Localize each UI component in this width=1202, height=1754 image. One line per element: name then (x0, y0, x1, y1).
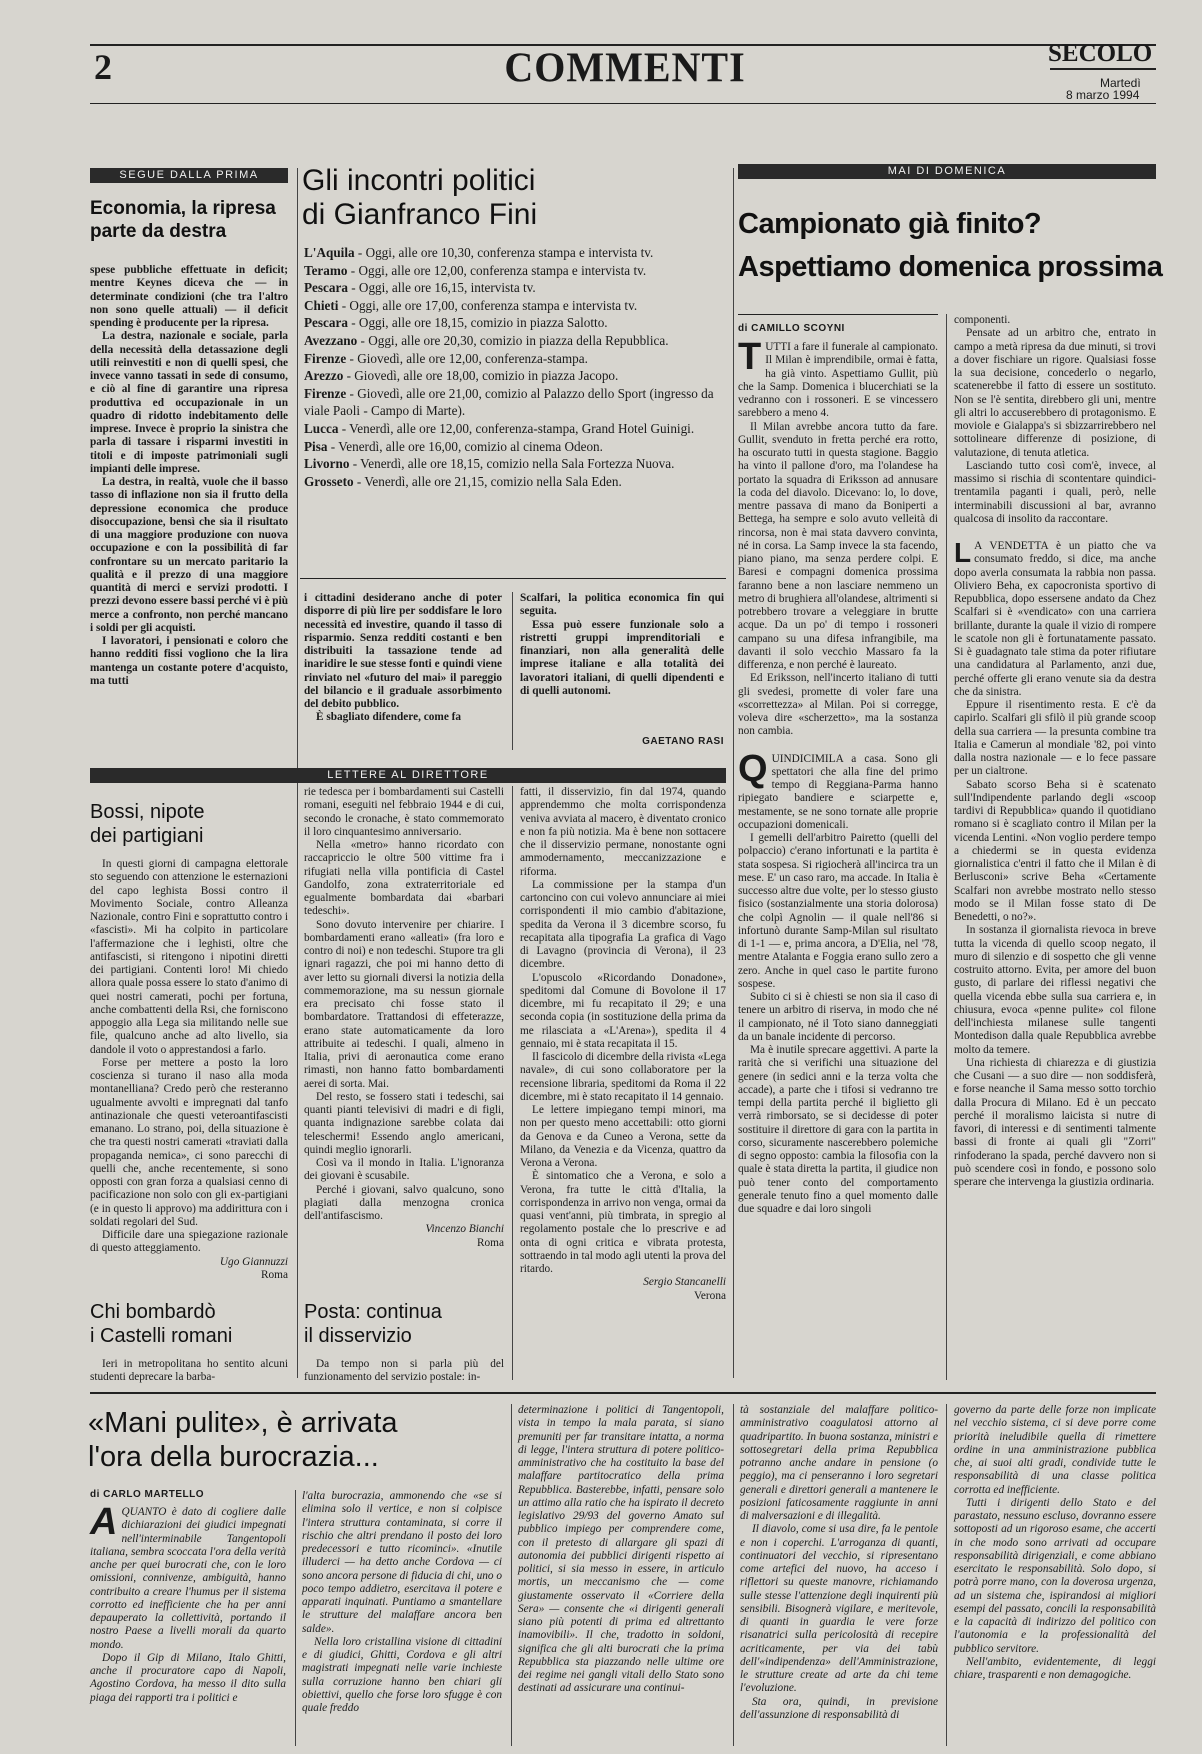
schedule-entry (304, 455, 724, 473)
castelli-title-line-2: i Castelli romani (90, 1325, 233, 1347)
schedule-city: L'Aquila (304, 245, 355, 260)
mani-pulite-byline: di CARLO MARTELLO (90, 1489, 205, 1500)
campionato-paragraph-14: In sostanza il giornalista rievoca in breve tutta la vicenda di quello scoop negato, il muro di silenzio e di sospetto che gli venne costruito attorno. Evita, per amore del buon gusto, di parlare dei riflessi negativi che quella vicenda ebbe sulla sua carriera e, in chiusura, evoca «penne pulite» col filone dell'inchiesta milanese sulle tangenti Montedison dalla quale Repubblica avrebbe molto da temere. (954, 924, 1156, 1056)
campionato-title-line-2: Aspettiamo domenica prossima (738, 251, 1163, 283)
castelli-letter-start (90, 1358, 288, 1386)
schedule-city: Arezzo (304, 368, 344, 384)
schedule-city: Teramo (304, 262, 348, 278)
schedule-city: Lucca (304, 420, 339, 436)
lettere-kicker: LETTERE AL DIRETTORE (90, 768, 726, 783)
schedule-details: - Oggi, alle ore 20,30, comizio in piazza della Repubblica. (357, 332, 669, 348)
column-divider (733, 168, 734, 1378)
fini-title-line-1: Gli incontri politici (302, 164, 536, 197)
castelli-paragraph-4: Sono dovuto intervenire per chiarire. I bombardamenti erano «alleati» (fra loro e contro di noi) e non tedeschi. Stupore tra gli ignari ragazzi, che poi mi hanno detto di aver letto su giornali diversi la notizia della commemorazione, ma su nessun giornale era precisato chi fosse stato il bombardatore. Trattandosi di effeterazze, erano state automaticamente da loro attribuite ai tedeschi. I quali, almeno in Italia, privi di aeronautica come erano rimasti, non hanno fatto bombardamenti aerei di sorta. Mai. (304, 918, 504, 1090)
campionato-paragraph-1: UTTI a fare il funerale al campionato. Il Milan è imprendibile, ormai è fatta, ha già vinto. Aspettiamo Gullit, più che la Samp. Domenica i blucerchiati se la vedranno con i rossoneri. E se vincessero sarebbero a meno 4. (738, 341, 938, 420)
schedule-entry (304, 314, 724, 332)
mani-pulite-paragraph-1: QUANTO è dato di cogliere dalle dichiarazioni dei giudici impegnati nell'interminabile Tangentopoli italiana, sembra scoccata l'ora della verità anche per quei burocrati che, con le loro omissioni, connivenze, ambiguità, hanno contribuito a creare l'humus per il sistema corrotto ed inefficiente che ha per anni depauperato la collettività, portando il nostro Paese a livelli morali da quarto mondo. (90, 1506, 286, 1651)
campionato-paragraph-12: Eppure il risentimento resta. E c'è da capirlo. Scalfari gli sfilò il più grande scoop della sua carriera — la presunta combine tra Italia e Camerun al mondiale '82, poi vinto dalla nostra nazionale — e lo fece passare per un cialtrone. (954, 699, 1156, 778)
economia-signature: GAETANO RASI (642, 736, 724, 747)
schedule-entry (304, 279, 724, 297)
campionato-column-1 (738, 336, 938, 1379)
economia-column-3 (520, 592, 724, 722)
section-title: COMMENTI (504, 43, 746, 92)
mani-pulite-title-line-2: l'ora della burocrazia... (88, 1441, 379, 1473)
economia-column-1 (90, 264, 288, 750)
campionato-byline: di CAMILLO SCOYNI (738, 323, 845, 334)
paper-logo: SECOLO (1048, 40, 1153, 67)
castelli-paragraph-5: Del resto, se fossero stati i tedeschi, sai quanti pianti televisivi di madri e di figli, quanta indignazione sarebbe colata dai teleschermi! Essendo anglo americani, quindi meglio ignorarli. (304, 1090, 504, 1156)
castelli-paragraph-3: Nella «metro» hanno ricordato con raccapriccio le oltre 500 vittime fra i rifugiati nella villa pontificia di Castel Gandolfo, zona extraterritoriale ed egualmente bombardata dai «barbari tedeschi». (304, 839, 504, 918)
castelli-paragraph-6: Così va il mondo in Italia. L'ignoranza dei giovani è scusabile. (304, 1157, 504, 1183)
column-divider (512, 592, 513, 750)
column-divider (733, 1404, 734, 1746)
schedule-entry (304, 385, 724, 420)
schedule-entry (304, 297, 724, 315)
economia-paragraph-6: È sbagliato difendere, come fa (316, 711, 462, 724)
castelli-signature-city: Roma (477, 1236, 504, 1249)
bottom-section-rule (90, 1392, 1156, 1394)
bossi-signature-city: Roma (261, 1268, 288, 1281)
mani-pulite-paragraph-11: Nell'ambito, evidentemente, di leggi chiare, trasparenti e non demagogiche. (954, 1655, 1156, 1681)
schedule-city: Avezzano (304, 332, 358, 348)
bossi-paragraph-1: In questi giorni di campagna elettorale sto seguendo con attenzione le esternazioni del capo leghista Bossi contro il Movimento Sociale, contro Alleanza Nazionale, contro Fini e soprattutto contro i «fascisti». Mi ha colpito in particolare l'affermazione che i leghisti, oltre che antifascisti, si ritengono i nipotini diretti dei partigiani. Contenti loro! Mi chiedo allora quale possa essere lo stato d'animo di quei nostri camerati, pochi per fortuna, anche combattenti della Rsi, che forniscono appoggio alla Lega sia militando nelle sue file, qualcuno anche ad alto livello, sia dandole il voto o apprestandosi a farlo. (90, 858, 288, 1056)
mani-pulite-paragraph-5: determinazione i politici di Tangentopoli, vista in tempo la mala parata, si siano premuniti per far transitare intatta, a norma di legge, l'intera struttura di potere politico-amministrativo che ha costituito la base del malaffare partitocratico della prima Repubblica. Basterebbe, infatti, pensare solo un attimo alla ratio che ha ispirato il decreto legislativo 29/93 del governo Amato sul pubblico impiego per comprendere come, con il pretesto di allargare gli spazi di autonomia dei pubblici dirigenti rispetto ai politici, si sia messo in essere, in articulo mortis, un meccanismo che — come giustamente osservato il «Corriere della Sera» — consente che «i dirigenti generali siano più potenti di prima ed altrettanto inamovibili». Il che, tradotto in soldoni, significa che gli alti burocrati che la prima Repubblica sta piazzando nelle ultime ore dei regime nei gangli vitali dello Stato sono destinati ad assicurare una continui- (518, 1404, 724, 1695)
schedule-city: Grosseto (304, 473, 354, 489)
schedule-entry (304, 420, 724, 438)
schedule-entry (304, 332, 724, 350)
castelli-title-line-1: Chi bombardò (90, 1301, 216, 1323)
campionato-column-2 (954, 314, 1156, 1380)
castelli-paragraph-1: Ieri in metropolitana ho sentito alcuni studenti deprecare la barba- (90, 1358, 288, 1384)
campionato-kicker: MAI DI DOMENICA (738, 164, 1156, 179)
fini-title-line-2: di Gianfranco Fini (302, 198, 538, 231)
bossi-signature-name: Ugo Giannuzzi (219, 1255, 288, 1268)
mani-pulite-column-5 (954, 1404, 1156, 1746)
economia-paragraph-2: La destra, nazionale e sociale, parla della necessità della detassazione degli utili reinvestiti e non di quelli spesi, che invece vanno tassati in sede di consumo, e ciò al fine di garantire una ripresa produttiva ed occupazionale in un quadro di ridotto indebitamento delle imprese. Invece è proprio la sinistra che parla di tassare i risparmi investiti in titoli e di imposte patrimoniali sugli impianti delle imprese. (90, 330, 288, 475)
bossi-title-line-2: dei partigiani (90, 825, 204, 847)
posta-letter-column (520, 786, 726, 1386)
economia-paragraph-1: spese pubbliche effettuate in deficit; mentre Keynes diceva che — in determinate condizioni (che tra l'altro non sono quelle attuali) — il deficit spending è producente per la ripresa. (90, 264, 288, 329)
economia-paragraph-8: Essa può essere funzionale solo a ristretti gruppi imprenditoriali e finanziari, non alla generalità delle imprese italiane e alla totalità dei lavoratori italiani, di quelli dipendenti e di quelli autonomi. (520, 618, 724, 697)
bossi-paragraph-3: Difficile dare una spiegazione razionale di questo atteggiamento. (90, 1229, 288, 1255)
posta-title-line-1: Posta: continua (304, 1301, 442, 1323)
schedule-city: Firenze (304, 385, 347, 401)
bossi-title-line-1: Bossi, nipote (90, 801, 205, 823)
castelli-signature-name: Vincenzo Bianchi (425, 1223, 504, 1236)
schedule-details: - Giovedì, alle ore 21,00, comizio al Palazzo dello Sport (ingresso da viale Paoli - Campo di Marte). (304, 385, 714, 419)
mani-pulite-paragraph-7: Il diavolo, come si usa dire, fa le pentole e non i coperchi. L'arroganza di quanti, continuatori del vecchio, si ripresentano come artefici del nuovo, ha acceso i riflettori su queste manovre, richiamando sulle stesse l'attenzione degli inquirenti più sensibili. Bisognerà vigilare, e meritevole, di quanti in guardia le vere forze risanatrici sulla pericolosità di recepire acriticamente, per via dei tabù dell'«indipendenza» dell'Amministrazione, le strutture create ad arte da chi teme l'evoluzione. (740, 1523, 938, 1695)
mani-pulite-paragraph-8: Sta ora, quindi, in previsione dell'assunzione di responsabilità di (740, 1695, 938, 1721)
posta-paragraph-5: Il fascicolo di dicembre della rivista «Lega navale», di cui sono collaboratore per la recensione libraria, speditomi da Roma il 22 dicembre, mi è stato recapitato il 14 gennaio. (520, 1051, 726, 1103)
schedule-entry (304, 367, 724, 385)
economia-title: Economia, la ripresa parte da destra (90, 198, 276, 242)
posta-letter-start (304, 1358, 504, 1386)
drop-cap: Q (738, 747, 768, 790)
schedule-details: - Venerdì, alle ore 21,15, comizio nella Sala Eden. (353, 473, 622, 489)
campionato-paragraph-9: Pensate ad un arbitro che, entrato in campo a metà ripresa da due minuti, si trovi a dover fischiare un rigore. Qualsiasi fosse la sua decisione, concederlo o negarlo, scatenerebbe il fatto di essere un sostituto. Non se l'è sentita, direbbero gli uni, mentre gli altri lo accuserebbero di protagonismo. E moviole e Gialappa's si sbizzarrirebbero nel sottolineare differenze di posizione, di valutazione, di tenuta atletica. (954, 327, 1156, 459)
schedule-details: - Venerdì, alle ore 16,00, comizio al cinema Odeon. (327, 438, 603, 454)
posta-paragraph-7: È sintomatico che a Verona, e solo a Verona, fra tutte le città d'Italia, la corrispondenza in arrivo non venga, ormai da quasi vent'anni, più timbrata, in spregio al regolamento postale che lo prescrive e ad onta di ogni critica e vibrata protesta, sottraendo in tal modo agli utenti la prova del ritardo. (520, 1170, 726, 1275)
schedule-details: - Oggi, alle ore 10,30, conferenza stampa e intervista tv. (354, 245, 654, 260)
masthead-day: Martedì (1100, 76, 1141, 90)
campionato-paragraph-2: Il Milan avrebbe ancora tutto da fare. Gullit, svenduto in fretta perché era rotto, ha oscurato tutti in questa stagione. Baggio ha vinto il pallone d'oro, ma l'olandese ha portato la squadra di Eriksson ad annusare la coda del diavolo. Dicevano: lo, lo dove, mentre passava di mano da Boniperti a Bettega, ha sempre e solo avuto velleità di rincorsa, non è mai stata davvero convinta, né in corsa. La Samp invece la sta facendo, piano piano, ma senza perdere colpi. E Baresi e compagni domenica prossima faranno bene a non lasciare nemmeno un metro di brughiera all'olandese, altrimenti si potrebbero trovare a veleggiare in brutte acque. Da un po' di tempo i rossoneri campano su una difesa infrangibile, ma davanti il solo vecchio Massaro fa la differenza, e non perché è laureato. (738, 420, 938, 671)
column-divider (295, 1490, 296, 1746)
mani-pulite-title-line-1: «Mani pulite», è arrivata (88, 1407, 398, 1439)
campionato-title-rule (738, 314, 938, 315)
schedule-entry (304, 350, 724, 368)
posta-title-line-2: il disservizio (304, 1325, 412, 1347)
bossi-letter-column (90, 858, 288, 1281)
column-divider (512, 786, 513, 1380)
schedule-city: Pisa (304, 438, 328, 454)
mani-pulite-column-3 (518, 1404, 724, 1746)
economia-paragraph-5: i cittadini desiderano anche di poter disporre di più lire per soddisfare le loro necessità ed investire, quando il tasso di risparmio. Senza redditi costanti e ben distribuiti la tassazione tende ad inaridire le sue stesse fonti e quindi viene rinviato nel «futuro del mai» il pareggio del bilancio e il graduale assorbimento del debito pubblico. (304, 592, 502, 710)
campionato-paragraph-10: Lasciando tutto così com'è, invece, al massimo si rischia di scontentare quindici-trentamila paganti i quali, però, nelle interminabili discussioni al bar, avranno qualcosa di insolito da raccontare. (954, 459, 1156, 525)
economia-kicker: SEGUE DALLA PRIMA (90, 168, 288, 183)
schedule-entry (304, 438, 724, 456)
mani-pulite-column-2 (302, 1490, 502, 1746)
schedule-details: - Oggi, alle ore 16,15, intervista tv. (347, 280, 536, 296)
castelli-paragraph-2: rie tedesca per i bombardamenti sui Castelli romani, eseguiti nel febbraio 1944 e di cui, secondo le cronache, è stato commemorato il loro cinquantesimo anniversario. (304, 786, 504, 838)
mani-pulite-column-1 (90, 1501, 286, 1746)
campionato-paragraph-3: Ed Eriksson, nell'incerto italiano di tutti gli svedesi, promette di voler fare una «scorrettezza» al Milan. Poi si corregge, voleva dire «scherzetto», ma la sostanza non cambia. (738, 672, 938, 738)
drop-cap: L (954, 537, 972, 568)
drop-cap: T (738, 336, 762, 378)
schedule-details: - Giovedì, alle ore 12,00, conferenza-stampa. (346, 350, 588, 366)
schedule-entry (304, 244, 724, 262)
campionato-title-line-1: Campionato già finito? (738, 208, 1042, 240)
schedule-details: - Oggi, alle ore 17,00, conferenza stampa e intervista tv. (338, 297, 638, 313)
bossi-paragraph-2: Forse per mettere a posto la loro coscienza si turano il naso alla moda montanelliana? Credo però che resteranno ugualmente avvolti e impregnati dal tanfo antinazionale che questi veteroantifascisti emanano. Lo strano, poi, della situazione è che tra questi nostri camerati «traviati dalla propaganda nemica», ci sono parecchi di quelli che, anche recentemente, si sono opposti con gran forza a qualsiasi cenno di pacificazione non solo con gli ex-partigiani (e in questo li approvo) ma addirittura con i soldati regolari del Sud. (90, 1056, 288, 1228)
posta-signature-name: Sergio Stancanelli (643, 1276, 726, 1289)
column-divider (511, 1404, 512, 1746)
mani-pulite-paragraph-2: Dopo il Gip di Milano, Italo Ghitti, anche il procuratore capo di Napoli, Agostino Cordova, ha messo il dito sulla piaga dei rapporti tra i politici e (90, 1651, 286, 1704)
campionato-paragraph-13: Sabato scorso Beha si è scatenato sull'Indipendente parlando degli «scoop tardivi di Repubblica» quando il quotidiano romano si è scagliato contro il Milan per la vicenda Lentini. «Non voglio perdere tempo a chiedermi se in questa evidenza giornalistica c'entri il fatto che il Milan è di Berlusconi» scrive Beha «Certamente Scalfari non avrebbe mostrato nello stesso modo se il Milan fosse stato di De Benedetti, o no?». (954, 778, 1156, 923)
fini-box-rule (300, 578, 726, 579)
campionato-paragraph-5: I gemelli dell'arbitro Pairetto (quelli del polpaccio) c'erano infortunati e la partita è stata sospesa. Si rigiocherà all'incirca tra un mese. E' un caso raro, ma accade. In Italia è successo altre due volte, per lo stesso giusto fisico (sostanzialmente una storia dolorosa) che colpì Agnolin — il quale nell'86 si infortunò durante Samp-Milan sul risultato di 1-1 — e, prima ancora, a D'Elia, nel '78, mentre Atalanta e Foggia erano sullo zero a zero. Anche in quel caso le partite furono sospese. (738, 832, 938, 990)
column-divider (946, 314, 947, 1380)
economia-paragraph-3: La destra, in realtà, vuole che il basso tasso di inflazione non sia il frutto della depressione economica che produce disoccupazione, bensì che sia il risultato di una maggiore produzione con nuova occupazione e con la possibilità di far confrontare su un mercato paritario la qualità e il prezzo di una maggiore quantità di merci e servizi prodotti. I prezzi devono essere bassi perché vi è più merce a confronto, non perché mancano i soldi per gli acquisti. (90, 476, 288, 634)
logo-underline (1050, 68, 1156, 70)
schedule-city: Chieti (304, 297, 339, 313)
mani-pulite-paragraph-3: l'alta burocrazia, ammonendo che «se si elimina solo il vertice, e non si colpisce l'intera struttura contaminata, si corre il rischio che altri prendano il posto dei loro predecessori e tutto ricominci». «Inutile illuderci — ha detto anche Cordova — ci sono ancora persone di fiducia di chi, uno o poco tempo addietro, esercitava il potere e apparati inquinati. Puntiamo a smantellare le strutture del malaffare ancora ben salde». (302, 1490, 502, 1635)
schedule-city: Firenze (304, 350, 347, 366)
posta-paragraph-1: Da tempo non si parla più del funzionamento del servizio postale: in- (304, 1358, 504, 1384)
economia-column-2 (304, 592, 502, 752)
page-number: 2 (94, 47, 112, 87)
campionato-paragraph-6: Subito ci si è chiesti se non sia il caso di tenere un arbitro di riserva, in modo che né il campionato, né il Toto siano danneggiati da un banale incidente di percorso. (738, 991, 938, 1043)
campionato-paragraph-7: Ma è inutile sprecare aggettivi. A parte la rarità che si verifichi una situazione del genere (in sedici anni e la terza volta che accade), a parte che i tifosi si vedranno tre tempi della partita perché il biglietto gli verrà rimborsato, se si decidesse di poter sostituire il direttore di gara con la partita in corso, sicuramente nascerebbero polemiche di segno opposto: cambia la filosofia con la quale è stata diretta la partita, il giudice non può tener conto del comportamento generale tenuto fino a quel momento dalle due squadre e dai loro singoli (738, 1044, 938, 1215)
drop-cap: A (90, 1501, 118, 1543)
schedule-details: - Venerdì, alle ore 18,15, comizio nella Sala Fortezza Nuova. (349, 456, 675, 472)
column-divider (946, 1404, 947, 1746)
schedule-details: - Oggi, alle ore 12,00, conferenza stampa e intervista tv. (347, 262, 647, 278)
posta-signature-city: Verona (694, 1289, 726, 1302)
schedule-entry (304, 262, 724, 280)
schedule-city: Pescara (304, 315, 348, 331)
schedule-details: - Venerdì, alle ore 12,00, conferenza-stampa, Grand Hotel Guinigi. (338, 420, 695, 436)
mani-pulite-paragraph-4: Nella loro cristallina visione di cittadini e di giudici, Ghitti, Cordova e gli altri magistrati impegnati nelle varie inchieste sulla corruzione hanno ben chiari gli obiettivi, quello che forse loro sfugge è con quale freddo (302, 1635, 502, 1714)
schedule-city: Pescara (304, 280, 348, 296)
campionato-paragraph-4: UINDICIMILA a casa. Sono gli spettatori che alla fine del primo tempo di Reggiana-Parma hanno ripiegato bandiere e sciarpette e, mestamente, se ne sono tornate alle proprie occupazioni domenicali. (738, 752, 938, 831)
posta-paragraph-6: Le lettere impiegano tempi minori, ma non per questo meno accettabili: otto giorni da Genova e da Cuneo a Verona, sette da Milano, da Venezia e da Vicenza, quattro da Verona a Verona. (520, 1104, 726, 1169)
campionato-paragraph-15: Una richiesta di chiarezza e di giustizia che Cusani — a suo dire — non soddisferà, e forse neanche il Sama messo sotto torchio dalla Procura di Milano. Ed è un peccato perché il moralismo laicista si nutre di favori, di interessi e di sentimenti talmente bassi di fronte ai quali gli "Zorri" rinfoderano la spada, perché davvero non si può scendere così in fondo, e possono solo sperare che intervenga la giustizia ordinaria. (954, 1056, 1156, 1188)
economia-paragraph-4: I lavoratori, i pensionati e coloro che hanno redditi fissi vogliono che la lira mantenga un costante potere d'acquisto, ma tutti (90, 635, 288, 687)
campionato-paragraph-8: componenti. (954, 314, 1011, 326)
mani-pulite-column-4 (740, 1404, 938, 1746)
masthead-date: 8 marzo 1994 (1066, 88, 1140, 102)
schedule-city: Livorno (304, 456, 350, 472)
schedule-entry (304, 473, 724, 491)
masthead-rule (90, 103, 1156, 104)
posta-paragraph-3: La commissione per la stampa d'un cartoncino con cui volevo annunciare ai miei corrispondenti il mio cambio d'abitazione, spedita da Verona il 3 dicembre scorso, fu recapitata alla tipografia La grafica di Vago di Lavagno (provincia di Verona), il 23 dicembre. (520, 878, 726, 971)
mani-pulite-paragraph-6: tà sostanziale del malaffare politico-amministrativo coagulatosi attorno al quadripartito. In buona sostanza, ministri e sottosegretari della prima Repubblica potranno anche andare in pensione (o peggio), ma ci penseranno i loro segretari generali e direttori generali a mantenere le posizioni faticosamente raggiunte in anni di malversazioni e di illegalità. (740, 1404, 938, 1522)
mani-pulite-paragraph-9: governo da parte delle forze non implicate nel vecchio sistema, ci si deve porre come priorità ineludibile quella di rimettere ordine in una amministrazione pubblica che, ai suoi alti gradi, condivide tutte le responsabilità di una classe politica corrotta ed inefficiente. (954, 1404, 1156, 1496)
castelli-letter-column (304, 786, 504, 1286)
campionato-paragraph-11: A VENDETTA è un piatto che va consumato freddo, si dice, ma anche dopo averla consumata la rabbia non passa. Oliviero Beha, ex capocronista sportivo di Repubblica, dopo essersene andato da Chez Scalfari si è «vendicato» con una carriera brillante, durante la quale il vizio di rompere le scatole non gli è fortunatamente passato. Si è guadagnato tale stima da poter rifiutare una candidatura al Parlamento, anzi due, perché offerte gli erano venute sia da destra che da sinistra. (954, 540, 1157, 698)
fini-schedule (304, 244, 724, 490)
economia-paragraph-7: Scalfari, la politica economica fin qui seguita. (520, 592, 724, 618)
posta-paragraph-4: L'opuscolo «Ricordando Donadone», speditomi dal Comune di Bovolone il 17 dicembre, mi fu recapitato il 29; e una seconda copia (in sostituzione della prima da me rilasciata a «L'Arena»), spedita il 4 gennaio, mi è stata recapitata il 15. (520, 971, 726, 1050)
posta-paragraph-2: fatti, il disservizio, fin dal 1974, quando apprendemmo che molta corrispondenza veniva avviata al macero, è diventato cronico e non fa più notizia. Ma è bene non sottacere che il disservizio permane, nonostante ogni ammodernamento, meccanizzazione e riforma. (520, 786, 726, 878)
schedule-details: - Giovedì, alle ore 18,00, comizio in piazza Jacopo. (343, 368, 619, 384)
castelli-paragraph-7: Perché i giovani, salvo qualcuno, sono plagiati dalla menzogna cronica dell'antifascismo. (304, 1183, 504, 1222)
mani-pulite-paragraph-10: Tutti i dirigenti dello Stato e del parastato, nessuno escluso, dovranno essere sottoposti ad un rigoroso esame, che accerti in che modo sono arrivati ad occupare responsabilità dirigenziali, e come abbiano esercitato le responsabilità. Solo dopo, si potrà porre mano, con la doverosa urgenza, ad un sistema che, ispirandosi ai migliori esempi del passato, concili la responsabilità e la capacità di indirizzo del politico con l'autonomia e la professionalità del pubblico servitore. (954, 1496, 1156, 1655)
schedule-details: - Oggi, alle ore 18,15, comizio in piazza Salotto. (347, 315, 608, 331)
